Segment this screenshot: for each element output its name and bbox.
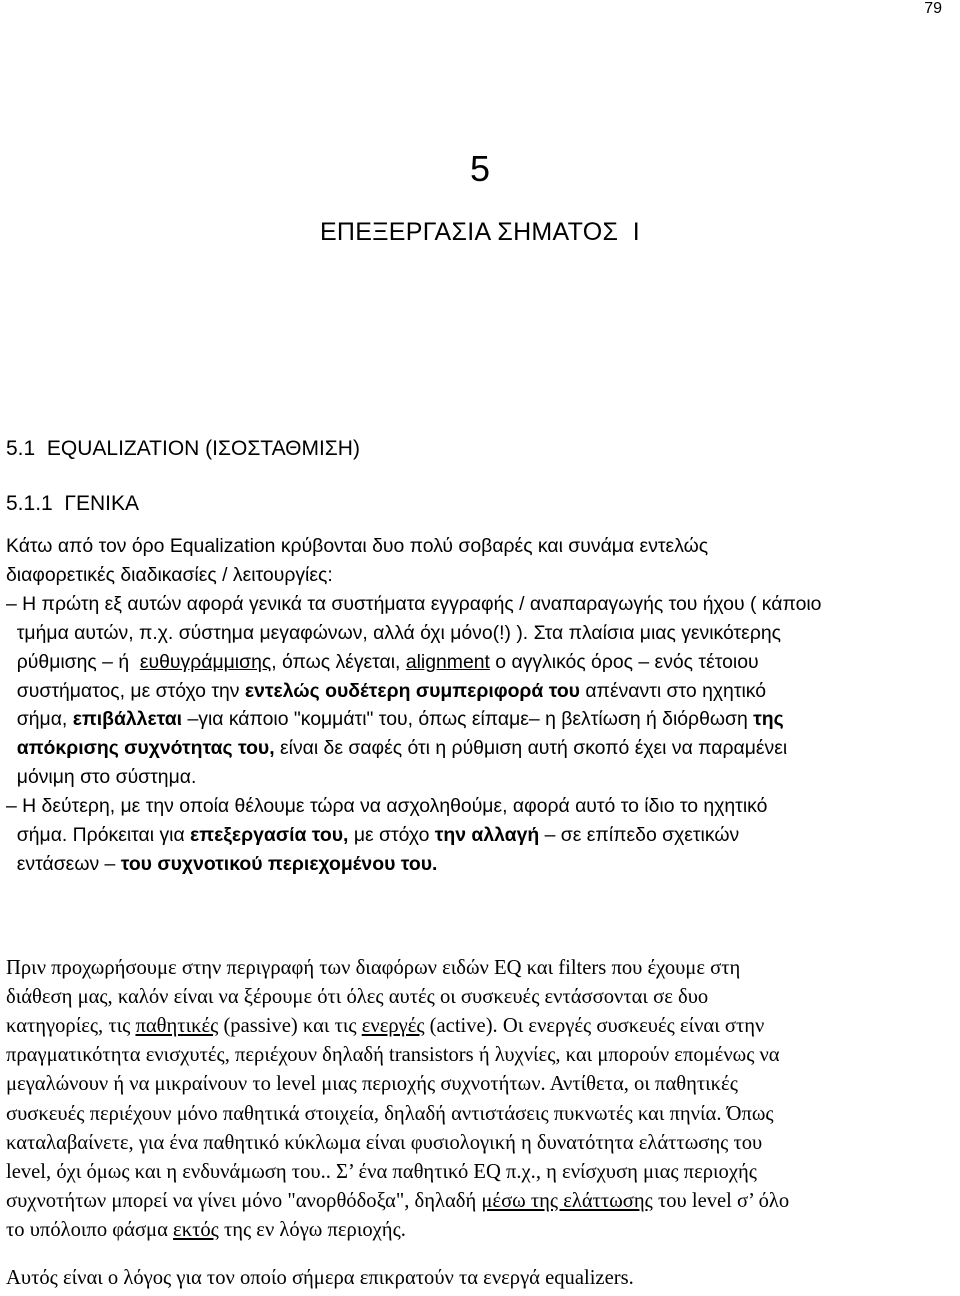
text-line: [6, 591, 821, 618]
underlined-text: εκτός: [173, 1218, 219, 1241]
text-span: με στόχο: [348, 824, 435, 846]
text-span: διάθεση μας, καλόν είναι να ξέρουμε ότι όλες αυτές οι συσκευές εντάσσονται σε δυο: [6, 986, 709, 1009]
underlined-text: παθητικές: [135, 1015, 219, 1038]
section-heading: [6, 437, 360, 461]
text-line: [6, 984, 708, 1011]
text-line: [6, 735, 787, 762]
text-line: [6, 851, 437, 878]
section-number: 5.1: [6, 437, 36, 460]
bold-text: του συχνοτικού περιεχομένου του.: [120, 852, 438, 875]
text-span: πραγματικότητα ενισχυτές, περιέχουν δηλαδή transistors ή λυχνίες, και μπορούν επομένως να: [6, 1044, 780, 1067]
text-line: [6, 562, 333, 589]
chapter-number: 5: [469, 148, 491, 189]
bold-text: της: [753, 708, 784, 731]
text-span: – Η δεύτερη, με την οποία θέλουμε τώρα να ασχοληθούμε, αφορά αυτό το ίδιο το ηχητικό: [6, 795, 768, 818]
text-span: το υπόλοιπο φάσμα: [6, 1218, 174, 1241]
text-span: ρύθμισης – ή: [6, 650, 140, 673]
bold-text: επεξεργασία του,: [190, 824, 349, 846]
bold-text: την αλλαγή: [434, 824, 540, 846]
text-span: μεγαλώνουν ή να μικραίνουν το level μιας περιοχής συχνοτήτων. Αντίθετα, οι παθητικές: [6, 1073, 738, 1096]
text-span: (passive) και τις: [218, 1015, 362, 1038]
text-line: [6, 955, 740, 982]
underlined-text: ευθυγράμμισης: [139, 650, 272, 673]
text-line: [6, 1071, 738, 1098]
text-span: –για κάποιο "κομμάτι" του, όπως είπαμε– η βελτίωση ή διόρθωση: [182, 708, 754, 731]
text-line: [6, 678, 766, 705]
text-span: Κάτω από τον όρο Equalization κρύβονται δυο πολύ σοβαρές και συνάμα εντελώς: [6, 535, 709, 557]
text-line: [6, 1188, 789, 1215]
text-line: [6, 533, 708, 560]
page-number: 79: [924, 0, 942, 17]
text-span: , όπως λέγεται,: [271, 650, 406, 673]
underlined-text: μέσω της ελάττωσης: [481, 1189, 653, 1212]
subsection-title: ΓΕΝΙΚΑ: [64, 492, 139, 515]
text-line: [6, 1013, 764, 1040]
text-span: είναι δε σαφές ότι η ρύθμιση αυτή σκοπό έχει να παραμένει: [274, 737, 788, 760]
chapter-title: ΕΠΕΞΕΡΓΑΣΙΑ ΣΗΜΑΤΟΣ Ι: [319, 218, 641, 246]
text-span: της εν λόγω περιοχής.: [218, 1218, 406, 1241]
text-span: καταλαβαίνετε, για ένα παθητικό κύκλωμα είναι φυσιολογική η δυνατότητα ελάττωσης του: [6, 1131, 763, 1154]
text-line: [6, 1159, 757, 1186]
bold-text: εντελώς ουδέτερη συμπεριφορά του: [244, 679, 580, 702]
text-line: [6, 620, 781, 647]
text-line: [6, 1042, 780, 1069]
underlined-text: alignment: [405, 650, 490, 673]
text-span: συχνοτήτων μπορεί να γίνει μόνο "ανορθόδοξα", δηλαδή: [6, 1189, 482, 1212]
text-line: [6, 1217, 406, 1244]
text-span: διαφορετικές διαδικασίες / λειτουργίες:: [6, 563, 333, 586]
text-span: συσκευές περιέχουν μόνο παθητικά στοιχεία, δηλαδή αντιστάσεις πυκνωτές και πηνία. Όπως: [6, 1102, 774, 1125]
underlined-text: ενεργές: [361, 1015, 425, 1038]
subsection-number: 5.1.1: [6, 492, 53, 515]
text-span: εντάσεων –: [6, 852, 121, 875]
text-span: ο αγγλικός όρος – ενός τέτοιου: [489, 650, 759, 673]
text-span: σήμα,: [6, 708, 73, 731]
text-line: [6, 793, 767, 820]
text-span: του level σ’ όλο: [652, 1189, 790, 1212]
text-span: – Η πρώτη εξ αυτών αφορά γενικά τα συστήματα εγγραφής / αναπαραγωγής του ήχου ( κάποιο: [6, 592, 822, 615]
text-span: κατηγορίες, τις: [6, 1015, 136, 1038]
text-span: – σε επίπεδο σχετικών: [539, 824, 740, 846]
text-span: level, όχι όμως και η ενδυνάμωση του.. Σ’ ένα παθητικό EQ π.χ., η ενίσχυση μιας περιοχής: [6, 1160, 757, 1183]
text-line: [6, 649, 759, 676]
text-span: συστήματος, με στόχο την: [6, 679, 245, 702]
text-span: απέναντι στο ηχητικό: [579, 679, 767, 702]
closing-sentence: Αυτός είναι ο λόγος για τον οποίο σήμερα επικρατούν τα ενεργά equalizers.: [6, 1267, 634, 1289]
bold-text: απόκρισης συχνότητας του,: [6, 737, 275, 760]
text-line: [6, 822, 739, 849]
bold-text: επιβάλλεται: [72, 708, 183, 731]
text-span: (active). Οι ενεργές συσκευές είναι στην: [424, 1015, 765, 1038]
subsection-heading: [6, 492, 139, 516]
text-span: μόνιμη στο σύστημα.: [6, 766, 197, 789]
text-span: τμήμα αυτών, π.χ. σύστημα μεγαφώνων, αλλά όχι μόνο(!) ). Στα πλαίσια μιας γενικότερης: [6, 621, 781, 644]
text-line: [6, 1130, 762, 1157]
text-span: Πριν προχωρήσουμε στην περιγραφή των διαφόρων ειδών EQ και filters που έχουμε στη: [6, 957, 741, 979]
text-line: [6, 706, 784, 733]
text-span: σήμα. Πρόκειται για: [6, 824, 191, 846]
text-line: [6, 1101, 774, 1128]
section-title: EQUALIZATION (ΙΣΟΣΤΑΘΜΙΣΗ): [46, 437, 360, 460]
text-line: [6, 764, 196, 791]
